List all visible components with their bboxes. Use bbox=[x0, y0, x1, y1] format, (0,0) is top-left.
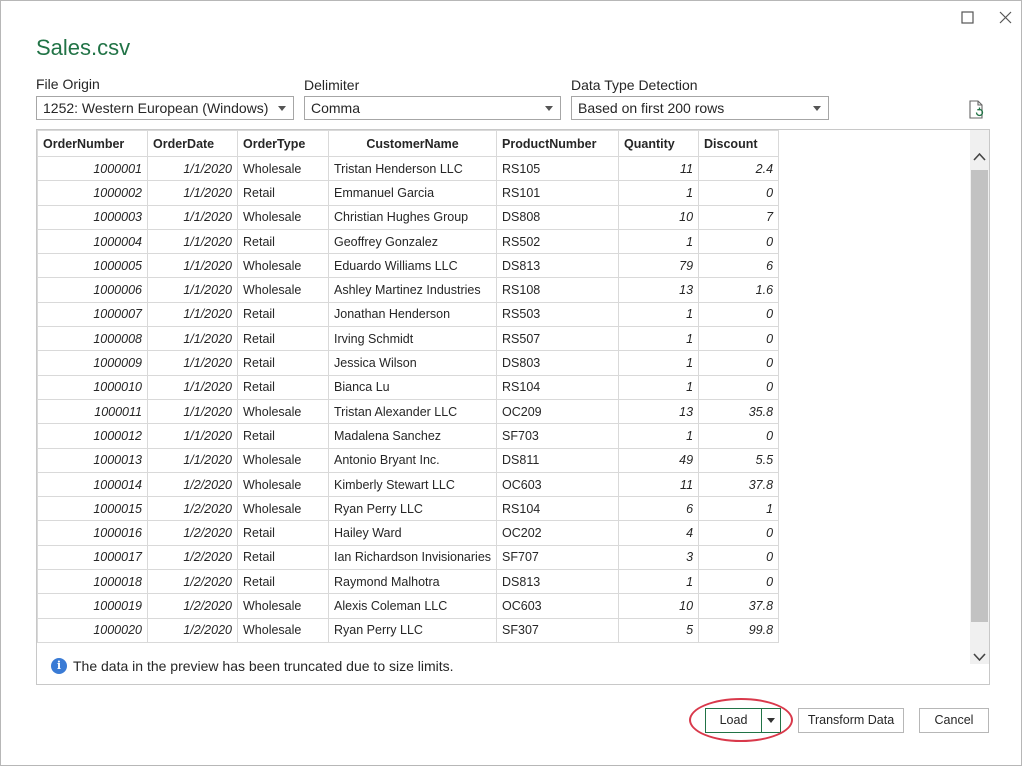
table-cell: 49 bbox=[619, 448, 699, 472]
table-cell: 1 bbox=[619, 351, 699, 375]
truncation-notice bbox=[51, 658, 454, 674]
table-cell: 6 bbox=[619, 497, 699, 521]
table-cell: 1 bbox=[699, 497, 779, 521]
table-cell: DS811 bbox=[497, 448, 619, 472]
table-cell: 1/1/2020 bbox=[148, 448, 238, 472]
table-cell: DS808 bbox=[497, 205, 619, 229]
table-cell: 1/1/2020 bbox=[148, 205, 238, 229]
table-cell: 1/1/2020 bbox=[148, 424, 238, 448]
info-icon: i bbox=[51, 658, 67, 674]
table-cell: 1000012 bbox=[38, 424, 148, 448]
table-row bbox=[38, 399, 779, 423]
table-cell: 79 bbox=[619, 254, 699, 278]
table-cell: 37.8 bbox=[699, 472, 779, 496]
table-cell: 1000010 bbox=[38, 375, 148, 399]
table-row bbox=[38, 278, 779, 302]
table-cell: 1 bbox=[619, 302, 699, 326]
table-cell: 1/1/2020 bbox=[148, 302, 238, 326]
table-cell: Antonio Bryant Inc. bbox=[329, 448, 497, 472]
table-cell: SF703 bbox=[497, 424, 619, 448]
table-cell: DS813 bbox=[497, 254, 619, 278]
header-row bbox=[38, 131, 779, 157]
table-cell: Retail bbox=[238, 302, 329, 326]
table-row bbox=[38, 594, 779, 618]
table-cell: Retail bbox=[238, 375, 329, 399]
table-cell: 13 bbox=[619, 278, 699, 302]
load-dropdown-button[interactable] bbox=[761, 708, 781, 733]
table-row bbox=[38, 157, 779, 181]
table-row bbox=[38, 472, 779, 496]
delimiter-dropdown[interactable] bbox=[304, 96, 561, 120]
table-cell: 1000016 bbox=[38, 521, 148, 545]
cancel-button[interactable]: Cancel bbox=[919, 708, 989, 733]
table-cell: 1000006 bbox=[38, 278, 148, 302]
table-row bbox=[38, 229, 779, 253]
table-cell: 1/2/2020 bbox=[148, 521, 238, 545]
chevron-down-icon bbox=[767, 718, 775, 723]
table-cell: Wholesale bbox=[238, 278, 329, 302]
table-cell: 1/1/2020 bbox=[148, 278, 238, 302]
table-cell: 1000011 bbox=[38, 399, 148, 423]
detection-value: Based on first 200 rows bbox=[578, 100, 725, 116]
table-cell: 3 bbox=[619, 545, 699, 569]
file-origin-dropdown[interactable] bbox=[36, 96, 294, 120]
table-cell: 1 bbox=[619, 327, 699, 351]
table-cell: 1/1/2020 bbox=[148, 375, 238, 399]
table-row bbox=[38, 424, 779, 448]
table-cell: DS803 bbox=[497, 351, 619, 375]
preview-table bbox=[37, 130, 779, 643]
table-cell: Geoffrey Gonzalez bbox=[329, 229, 497, 253]
table-cell: Eduardo Williams LLC bbox=[329, 254, 497, 278]
table-cell: 1000005 bbox=[38, 254, 148, 278]
table-cell: 1/2/2020 bbox=[148, 497, 238, 521]
table-cell: 1/1/2020 bbox=[148, 327, 238, 351]
table-cell: Emmanuel Garcia bbox=[329, 181, 497, 205]
table-cell: Wholesale bbox=[238, 472, 329, 496]
table-cell: 0 bbox=[699, 375, 779, 399]
table-cell: 6 bbox=[699, 254, 779, 278]
table-cell: 1/1/2020 bbox=[148, 229, 238, 253]
table-cell: Retail bbox=[238, 351, 329, 375]
refresh-icon[interactable] bbox=[966, 99, 988, 121]
table-cell: 1000019 bbox=[38, 594, 148, 618]
table-cell: 37.8 bbox=[699, 594, 779, 618]
table-cell: 1000007 bbox=[38, 302, 148, 326]
table-cell: Retail bbox=[238, 327, 329, 351]
table-row bbox=[38, 497, 779, 521]
truncation-message: The data in the preview has been truncated due to size limits. bbox=[73, 658, 454, 674]
table-cell: 7 bbox=[699, 205, 779, 229]
table-cell: 1000015 bbox=[38, 497, 148, 521]
table-cell: 1/2/2020 bbox=[148, 618, 238, 642]
column-header[interactable]: Discount bbox=[699, 131, 779, 157]
table-cell: Ryan Perry LLC bbox=[329, 497, 497, 521]
table-cell: Retail bbox=[238, 181, 329, 205]
table-cell: 1000004 bbox=[38, 229, 148, 253]
table-cell: 1/1/2020 bbox=[148, 181, 238, 205]
table-cell: 0 bbox=[699, 545, 779, 569]
data-preview bbox=[36, 129, 990, 685]
table-cell: 1000001 bbox=[38, 157, 148, 181]
table-cell: 10 bbox=[619, 594, 699, 618]
table-cell: Ian Richardson Invisionaries bbox=[329, 545, 497, 569]
chevron-down-icon bbox=[813, 106, 821, 111]
table-row bbox=[38, 521, 779, 545]
table-row bbox=[38, 448, 779, 472]
table-cell: 99.8 bbox=[699, 618, 779, 642]
table-cell: Bianca Lu bbox=[329, 375, 497, 399]
table-cell: 1/2/2020 bbox=[148, 472, 238, 496]
table-cell: Madalena Sanchez bbox=[329, 424, 497, 448]
table-cell: Wholesale bbox=[238, 399, 329, 423]
table-cell: 1 bbox=[619, 570, 699, 594]
maximize-icon[interactable] bbox=[956, 7, 980, 29]
file-origin-value: 1252: Western European (Windows) bbox=[43, 100, 269, 116]
table-cell: Tristan Alexander LLC bbox=[329, 399, 497, 423]
table-cell: 5.5 bbox=[699, 448, 779, 472]
table-cell: Kimberly Stewart LLC bbox=[329, 472, 497, 496]
chevron-down-icon bbox=[545, 106, 553, 111]
table-row bbox=[38, 181, 779, 205]
table-cell: 0 bbox=[699, 229, 779, 253]
table-row bbox=[38, 570, 779, 594]
table-cell: Retail bbox=[238, 545, 329, 569]
load-button[interactable]: Load bbox=[705, 708, 762, 733]
table-row bbox=[38, 302, 779, 326]
table-cell: OC603 bbox=[497, 472, 619, 496]
table-cell: 1/1/2020 bbox=[148, 399, 238, 423]
table-cell: Jonathan Henderson bbox=[329, 302, 497, 326]
table-cell: RS507 bbox=[497, 327, 619, 351]
table-cell: 1000017 bbox=[38, 545, 148, 569]
table-cell: Hailey Ward bbox=[329, 521, 497, 545]
chevron-down-icon bbox=[278, 106, 286, 111]
load-split-button[interactable] bbox=[705, 708, 781, 733]
table-row bbox=[38, 254, 779, 278]
table-cell: Wholesale bbox=[238, 594, 329, 618]
table-cell: 11 bbox=[619, 157, 699, 181]
column-header[interactable]: CustomerName bbox=[329, 131, 497, 157]
table-cell: 0 bbox=[699, 327, 779, 351]
table-cell: 13 bbox=[619, 399, 699, 423]
table-row bbox=[38, 205, 779, 229]
transform-data-button[interactable]: Transform Data bbox=[798, 708, 904, 733]
table-cell: Retail bbox=[238, 424, 329, 448]
table-row bbox=[38, 545, 779, 569]
table-cell: Irving Schmidt bbox=[329, 327, 497, 351]
table-cell: OC603 bbox=[497, 594, 619, 618]
table-cell: 1 bbox=[619, 424, 699, 448]
table-cell: RS502 bbox=[497, 229, 619, 253]
table-cell: 2.4 bbox=[699, 157, 779, 181]
table-cell: 1 bbox=[619, 375, 699, 399]
table-cell: Wholesale bbox=[238, 254, 329, 278]
table-cell: Christian Hughes Group bbox=[329, 205, 497, 229]
table-cell: 1000020 bbox=[38, 618, 148, 642]
table-cell: 1/1/2020 bbox=[148, 157, 238, 181]
table-cell: Ashley Martinez Industries bbox=[329, 278, 497, 302]
table-cell: Jessica Wilson bbox=[329, 351, 497, 375]
column-header[interactable]: OrderType bbox=[238, 131, 329, 157]
table-cell: 1000002 bbox=[38, 181, 148, 205]
table-cell: Wholesale bbox=[238, 205, 329, 229]
table-cell: Wholesale bbox=[238, 497, 329, 521]
table-cell: 10 bbox=[619, 205, 699, 229]
table-cell: 0 bbox=[699, 424, 779, 448]
table-cell: OC202 bbox=[497, 521, 619, 545]
table-cell: 1000018 bbox=[38, 570, 148, 594]
scroll-down-icon[interactable] bbox=[970, 648, 989, 666]
table-cell: SF307 bbox=[497, 618, 619, 642]
table-cell: RS108 bbox=[497, 278, 619, 302]
table-cell: 1 bbox=[619, 229, 699, 253]
table-cell: Wholesale bbox=[238, 618, 329, 642]
table-cell: 0 bbox=[699, 570, 779, 594]
table-cell: Retail bbox=[238, 570, 329, 594]
table-cell: DS813 bbox=[497, 570, 619, 594]
vertical-scrollbar[interactable] bbox=[970, 130, 989, 664]
scroll-up-icon[interactable] bbox=[970, 148, 989, 166]
table-cell: 5 bbox=[619, 618, 699, 642]
table-cell: 35.8 bbox=[699, 399, 779, 423]
table-cell: Retail bbox=[238, 521, 329, 545]
column-header[interactable]: ProductNumber bbox=[497, 131, 619, 157]
table-cell: RS104 bbox=[497, 497, 619, 521]
table-cell: 1/1/2020 bbox=[148, 254, 238, 278]
table-cell: 0 bbox=[699, 521, 779, 545]
table-cell: 1/2/2020 bbox=[148, 545, 238, 569]
table-cell: Raymond Malhotra bbox=[329, 570, 497, 594]
table-cell: 1/1/2020 bbox=[148, 351, 238, 375]
table-cell: Retail bbox=[238, 229, 329, 253]
table-cell: 1000009 bbox=[38, 351, 148, 375]
table-cell: RS101 bbox=[497, 181, 619, 205]
table-cell: 1 bbox=[619, 181, 699, 205]
detection-dropdown[interactable] bbox=[571, 96, 829, 120]
table-cell: 11 bbox=[619, 472, 699, 496]
table-cell: SF707 bbox=[497, 545, 619, 569]
table-cell: 0 bbox=[699, 302, 779, 326]
table-row bbox=[38, 327, 779, 351]
detection-label: Data Type Detection bbox=[571, 77, 698, 93]
table-row bbox=[38, 375, 779, 399]
table-cell: 1000013 bbox=[38, 448, 148, 472]
table-cell: RS104 bbox=[497, 375, 619, 399]
table-row bbox=[38, 351, 779, 375]
table-row bbox=[38, 618, 779, 642]
table-cell: 1000014 bbox=[38, 472, 148, 496]
table-cell: 1000008 bbox=[38, 327, 148, 351]
delimiter-value: Comma bbox=[311, 100, 361, 116]
column-header[interactable]: OrderDate bbox=[148, 131, 238, 157]
table-cell: Alexis Coleman LLC bbox=[329, 594, 497, 618]
table-cell: OC209 bbox=[497, 399, 619, 423]
table-cell: 1/2/2020 bbox=[148, 570, 238, 594]
close-icon[interactable] bbox=[994, 7, 1018, 29]
table-cell: 0 bbox=[699, 351, 779, 375]
table-cell: RS503 bbox=[497, 302, 619, 326]
table-cell: 1/2/2020 bbox=[148, 594, 238, 618]
table-cell: Wholesale bbox=[238, 157, 329, 181]
table-cell: Ryan Perry LLC bbox=[329, 618, 497, 642]
table-cell: 1.6 bbox=[699, 278, 779, 302]
column-header[interactable]: Quantity bbox=[619, 131, 699, 157]
table-cell: 4 bbox=[619, 521, 699, 545]
dialog-title: Sales.csv bbox=[36, 35, 131, 60]
table-cell: 0 bbox=[699, 181, 779, 205]
delimiter-label: Delimiter bbox=[304, 77, 360, 93]
table-cell: Wholesale bbox=[238, 448, 329, 472]
table-cell: 1000003 bbox=[38, 205, 148, 229]
table-cell: RS105 bbox=[497, 157, 619, 181]
table-cell: Tristan Henderson LLC bbox=[329, 157, 497, 181]
column-header[interactable]: OrderNumber bbox=[38, 131, 148, 157]
scrollbar-thumb[interactable] bbox=[971, 170, 988, 622]
file-origin-label: File Origin bbox=[36, 76, 100, 92]
